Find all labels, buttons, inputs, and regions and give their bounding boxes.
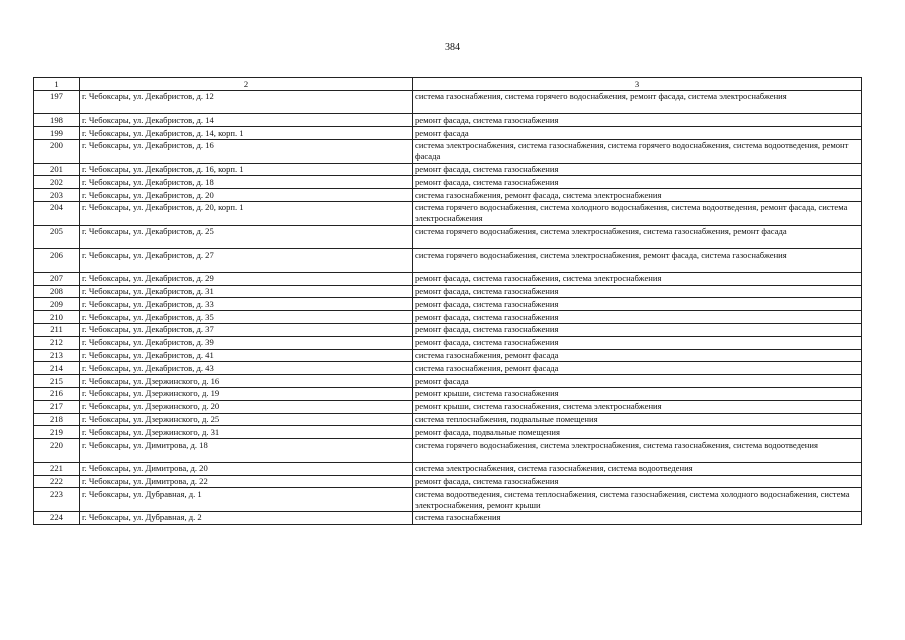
row-address: г. Чебоксары, ул. Дзержинского, д. 16 [80, 375, 413, 388]
table-row [34, 176, 862, 189]
table-row [34, 426, 862, 439]
table-row [34, 349, 862, 362]
row-address: г. Чебоксары, ул. Декабристов, д. 12 [80, 90, 413, 114]
row-number: 222 [34, 475, 80, 488]
row-works: система электроснабжения, система газоснабжения, система водоотведения [413, 462, 862, 475]
table-row [34, 511, 862, 524]
row-number: 212 [34, 336, 80, 349]
row-address: г. Чебоксары, ул. Декабристов, д. 27 [80, 249, 413, 273]
row-address: г. Чебоксары, ул. Декабристов, д. 20 [80, 189, 413, 202]
row-number: 218 [34, 413, 80, 426]
row-works: система газоснабжения, ремонт фасада [413, 349, 862, 362]
row-address: г. Чебоксары, ул. Декабристов, д. 18 [80, 176, 413, 189]
row-address: г. Чебоксары, ул. Димитрова, д. 20 [80, 462, 413, 475]
table-row [34, 336, 862, 349]
table-row [34, 400, 862, 413]
table-row [34, 311, 862, 324]
row-number: 205 [34, 225, 80, 249]
table-row [34, 114, 862, 127]
table-row [34, 439, 862, 463]
table-row [34, 298, 862, 311]
table-row [34, 462, 862, 475]
row-works: ремонт фасада, система газоснабжения [413, 176, 862, 189]
table-row [34, 201, 862, 225]
row-works: ремонт фасада, система газоснабжения [413, 163, 862, 176]
row-address: г. Чебоксары, ул. Декабристов, д. 37 [80, 323, 413, 336]
row-address: г. Чебоксары, ул. Димитрова, д. 18 [80, 439, 413, 463]
row-number: 215 [34, 375, 80, 388]
row-works: ремонт фасада, система газоснабжения, система электроснабжения [413, 272, 862, 285]
row-works: ремонт фасада, система газоснабжения [413, 475, 862, 488]
row-works: система газоснабжения, ремонт фасада [413, 362, 862, 375]
table-row [34, 362, 862, 375]
row-number: 207 [34, 272, 80, 285]
row-address: г. Чебоксары, ул. Декабристов, д. 43 [80, 362, 413, 375]
row-address: г. Чебоксары, ул. Декабристов, д. 14 [80, 114, 413, 127]
table-row [34, 139, 862, 163]
row-number: 202 [34, 176, 80, 189]
row-works: ремонт фасада, подвальные помещения [413, 426, 862, 439]
address-works-table [33, 77, 862, 525]
table-row [34, 127, 862, 140]
table-row [34, 272, 862, 285]
row-address: г. Чебоксары, ул. Декабристов, д. 25 [80, 225, 413, 249]
table-row [34, 323, 862, 336]
page-number: 384 [445, 42, 460, 53]
row-number: 213 [34, 349, 80, 362]
table-header-row [34, 78, 862, 91]
row-address: г. Чебоксары, ул. Декабристов, д. 33 [80, 298, 413, 311]
row-address: г. Чебоксары, ул. Дзержинского, д. 20 [80, 400, 413, 413]
row-number: 216 [34, 387, 80, 400]
row-address: г. Чебоксары, ул. Декабристов, д. 35 [80, 311, 413, 324]
row-number: 210 [34, 311, 80, 324]
table-row [34, 90, 862, 114]
row-address: г. Чебоксары, ул. Декабристов, д. 39 [80, 336, 413, 349]
column-header-address: 2 [80, 78, 413, 91]
row-works: ремонт фасада, система газоснабжения [413, 114, 862, 127]
row-address: г. Чебоксары, ул. Дубравная, д. 1 [80, 488, 413, 512]
row-address: г. Чебоксары, ул. Декабристов, д. 16, корп. 1 [80, 163, 413, 176]
table-row [34, 189, 862, 202]
row-number: 204 [34, 201, 80, 225]
row-works: система водоотведения, система теплоснабжения, система газоснабжения, система холодного водоснабжения, система электроснабжения, ремонт крыши [413, 488, 862, 512]
row-number: 223 [34, 488, 80, 512]
row-works: система газоснабжения, система горячего водоснабжения, ремонт фасада, система электроснабжения [413, 90, 862, 114]
row-works: ремонт фасада [413, 127, 862, 140]
row-number: 219 [34, 426, 80, 439]
table-row [34, 475, 862, 488]
row-address: г. Чебоксары, ул. Декабристов, д. 16 [80, 139, 413, 163]
row-works: ремонт крыши, система газоснабжения [413, 387, 862, 400]
table-row [34, 285, 862, 298]
row-number: 198 [34, 114, 80, 127]
table-row [34, 413, 862, 426]
row-works: ремонт фасада, система газоснабжения [413, 323, 862, 336]
table-row [34, 488, 862, 512]
row-works: ремонт фасада, система газоснабжения [413, 336, 862, 349]
column-header-number: 1 [34, 78, 80, 91]
row-works: система газоснабжения [413, 511, 862, 524]
row-address: г. Чебоксары, ул. Дубравная, д. 2 [80, 511, 413, 524]
row-address: г. Чебоксары, ул. Декабристов, д. 41 [80, 349, 413, 362]
row-number: 206 [34, 249, 80, 273]
table-row [34, 249, 862, 273]
row-address: г. Чебоксары, ул. Декабристов, д. 29 [80, 272, 413, 285]
row-number: 199 [34, 127, 80, 140]
row-works: система горячего водоснабжения, система холодного водоснабжения, система водоотведения, ремонт фасада, система электроснабжения [413, 201, 862, 225]
row-works: система горячего водоснабжения, система электроснабжения, ремонт фасада, система газоснабжения [413, 249, 862, 273]
row-number: 203 [34, 189, 80, 202]
row-works: ремонт фасада [413, 375, 862, 388]
column-header-works: 3 [413, 78, 862, 91]
row-number: 221 [34, 462, 80, 475]
row-works: ремонт фасада, система газоснабжения [413, 311, 862, 324]
row-number: 211 [34, 323, 80, 336]
row-number: 217 [34, 400, 80, 413]
row-address: г. Чебоксары, ул. Декабристов, д. 31 [80, 285, 413, 298]
row-address: г. Чебоксары, ул. Декабристов, д. 14, корп. 1 [80, 127, 413, 140]
row-works: ремонт фасада, система газоснабжения [413, 285, 862, 298]
row-number: 197 [34, 90, 80, 114]
table-row [34, 375, 862, 388]
row-works: система электроснабжения, система газоснабжения, система горячего водоснабжения, система водоотведения, ремонт фасада [413, 139, 862, 163]
row-number: 200 [34, 139, 80, 163]
row-number: 209 [34, 298, 80, 311]
row-works: ремонт крыши, система газоснабжения, система электроснабжения [413, 400, 862, 413]
table-row [34, 163, 862, 176]
row-address: г. Чебоксары, ул. Дзержинского, д. 31 [80, 426, 413, 439]
table-row [34, 225, 862, 249]
row-works: ремонт фасада, система газоснабжения [413, 298, 862, 311]
row-number: 214 [34, 362, 80, 375]
row-address: г. Чебоксары, ул. Димитрова, д. 22 [80, 475, 413, 488]
row-address: г. Чебоксары, ул. Дзержинского, д. 19 [80, 387, 413, 400]
row-works: система газоснабжения, ремонт фасада, система электроснабжения [413, 189, 862, 202]
row-works: система горячего водоснабжения, система электроснабжения, система газоснабжения, ремонт фасада [413, 225, 862, 249]
row-works: система теплоснабжения, подвальные помещения [413, 413, 862, 426]
row-number: 201 [34, 163, 80, 176]
row-number: 208 [34, 285, 80, 298]
row-number: 220 [34, 439, 80, 463]
row-address: г. Чебоксары, ул. Декабристов, д. 20, корп. 1 [80, 201, 413, 225]
row-address: г. Чебоксары, ул. Дзержинского, д. 25 [80, 413, 413, 426]
table-row [34, 387, 862, 400]
row-number: 224 [34, 511, 80, 524]
row-works: система горячего водоснабжения, система электроснабжения, система газоснабжения, система водоотведения [413, 439, 862, 463]
